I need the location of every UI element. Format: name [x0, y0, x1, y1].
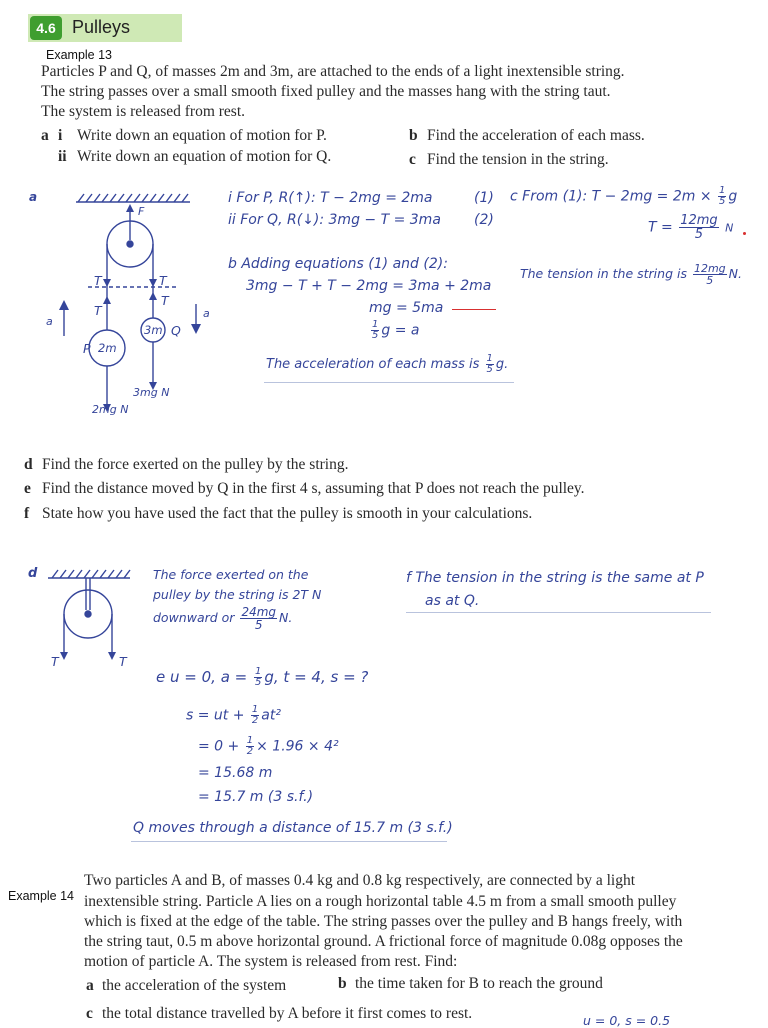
fraction-den: 5: [486, 364, 493, 375]
solution-e-line-1: [156, 667, 368, 688]
fraction-num: 1: [372, 319, 379, 330]
part-d-label: d: [24, 456, 33, 473]
fraction: [679, 214, 718, 241]
solution-b-line-3: [369, 320, 419, 341]
solution-b-answer: [266, 354, 508, 375]
solution-c-line-1: [510, 186, 737, 207]
tension-arrowhead: [149, 279, 157, 287]
solution-e-line-4: = 15.68 m: [198, 765, 273, 781]
solution-f-line-2: as at Q.: [425, 593, 480, 609]
tension-arrowhead: [149, 292, 157, 300]
solution-a-label: a: [29, 190, 38, 204]
ceiling-hatching: [78, 194, 188, 202]
fraction: [246, 736, 254, 757]
solution-c-line-2-prefix: T =: [648, 219, 673, 236]
pulley-axle: [127, 241, 133, 247]
diagram-label-T: T: [94, 303, 102, 318]
example-13-label: Example 13: [46, 48, 113, 62]
tension-arrowhead: [103, 296, 111, 304]
fraction-den: 5: [255, 677, 262, 688]
solution-c-line-1-prefix: c From (1): T − 2mg = 2m ×: [510, 188, 712, 205]
solution-a-line-ii: ii For Q, R(↓): 3mg − T = 3ma: [228, 212, 441, 228]
solution-e-answer: Q moves through a distance of 15.7 m (3 s.f.): [133, 820, 453, 836]
part-e-text: Find the distance moved by Q in the first 4 s, assuming that P does not reach the pulley.: [42, 480, 585, 497]
part-c-text: Find the tension in the string.: [427, 151, 609, 168]
fraction: [240, 606, 277, 631]
fraction: [486, 354, 494, 375]
tension-arrowhead: [108, 652, 116, 660]
ex14-part-c-text: the total distance travelled by A before it first comes to rest.: [102, 1005, 473, 1022]
part-f-label: f: [24, 505, 30, 522]
solution-d-line-3-prefix: downward or: [153, 610, 235, 625]
fraction-den: 5: [254, 618, 263, 632]
accel-down-arrowhead: [191, 324, 201, 334]
solution-d-line-3: [153, 606, 292, 631]
ceiling-hatching: [52, 570, 130, 578]
solution-c-answer-prefix: The tension in the string is: [520, 266, 687, 281]
example-14-text-line: the string taut, 0.5 m above horizontal ground. A frictional force of magnitude 0.08g opposes the: [84, 933, 683, 950]
solution-e-line-1-prefix: e u = 0, a =: [156, 668, 248, 686]
section-title: Pulleys: [72, 17, 131, 37]
fraction-num: 1: [255, 666, 262, 677]
diagram-label-a: a: [203, 307, 210, 320]
part-c-label: c: [409, 151, 416, 168]
part-aii-text: Write down an equation of motion for Q.: [77, 148, 332, 165]
ex14-partial-working: u = 0, s = 0.5: [583, 1013, 671, 1028]
fraction: [718, 186, 726, 207]
red-dot: [743, 232, 746, 235]
accel-up-arrowhead: [59, 300, 69, 310]
fraction-num: 1: [246, 735, 254, 746]
example-14-text-line: which is fixed at the edge of the table. The string passes over the pulley and B hangs freely, with: [84, 913, 683, 930]
solution-b-line-1: 3mg − T + T − 2mg = 3ma + 2ma: [246, 278, 492, 294]
fraction-den: 5: [719, 196, 726, 207]
solution-c-line-1-suffix: g: [728, 188, 738, 205]
fraction: [693, 263, 727, 286]
fraction-num: 1: [486, 353, 493, 364]
solution-d-label: d: [28, 566, 38, 581]
solution-c-line-2-suffix: N: [725, 221, 734, 235]
solution-e-line-2: [186, 705, 281, 726]
answer-underline: [264, 382, 514, 383]
part-b-label: b: [409, 127, 418, 144]
part-ai-text: Write down an equation of motion for P.: [77, 127, 327, 144]
solution-b-line-3-text: g = a: [381, 322, 420, 339]
equation-ref-2: (2): [474, 212, 494, 228]
fraction: [251, 705, 259, 726]
red-annotation-line: [452, 309, 496, 310]
fraction: [254, 667, 262, 688]
diagram-label-weight-Q: 3mg N: [133, 386, 170, 399]
example-13-text-line: Particles P and Q, of masses 2m and 3m, are attached to the ends of a light inextensible string.: [41, 63, 625, 80]
tension-arrowhead: [103, 279, 111, 287]
solution-e-line-3-suffix: × 1.96 × 4²: [256, 738, 339, 755]
solution-e-line-2-prefix: s = ut +: [186, 707, 245, 724]
diagram-label-T: T: [119, 654, 127, 669]
fraction-num: 1: [251, 704, 259, 715]
pulley-axle: [85, 611, 91, 617]
part-e-label: e: [24, 480, 31, 497]
part-d-text: Find the force exerted on the pulley by the string.: [42, 456, 349, 473]
ex14-part-b-text: the time taken for B to reach the ground: [355, 975, 603, 992]
solution-c-answer: [520, 263, 742, 286]
answer-underline: [406, 612, 711, 613]
solution-b-answer-prefix: The acceleration of each mass is: [266, 357, 480, 372]
example-14-text-line: inextensible string. Particle A lies on a rough horizontal table 4.5 m from a small smooth pulley: [84, 893, 677, 910]
solution-c-answer-suffix: N.: [728, 266, 742, 281]
fraction-den: 5: [694, 227, 704, 242]
diagram-label-T: T: [51, 654, 59, 669]
example-14-label: Example 14: [8, 889, 75, 903]
ex14-part-b-label: b: [338, 975, 347, 992]
solution-b-line-2: mg = 5ma: [369, 300, 444, 316]
example-14-text-line: motion of particle A. The system is released from rest. Find:: [84, 953, 458, 970]
solution-e-line-3-prefix: = 0 +: [198, 738, 240, 755]
example-13-text-line: The system is released from rest.: [41, 103, 246, 120]
solution-e-line-1-suffix: g, t = 4, s = ?: [264, 668, 369, 686]
ex14-part-a-label: a: [86, 977, 94, 994]
diagram-label-T: T: [94, 273, 102, 288]
solution-a-line-i: i For P, R(↑): T − 2mg = 2ma: [228, 190, 433, 206]
example-14-text-line: Two particles A and B, of masses 0.4 kg and 0.8 kg respectively, are connected by a light: [84, 872, 636, 889]
ex14-part-c-label: c: [86, 1005, 93, 1022]
part-a-label: a: [41, 127, 49, 144]
ex14-part-a-text: the acceleration of the system: [102, 977, 287, 994]
fraction-den: 2: [251, 715, 259, 726]
fraction: [371, 320, 379, 341]
part-f-text: State how you have used the fact that the pulley is smooth in your calculations.: [42, 505, 533, 522]
diagram-label-Q-mass: 3m: [144, 323, 163, 337]
fraction-den: 2: [246, 746, 254, 757]
part-aii-label: ii: [58, 148, 67, 165]
fraction-den: 5: [372, 330, 379, 341]
diagram-label-T: T: [161, 293, 169, 308]
solution-e-line-5: = 15.7 m (3 s.f.): [198, 789, 314, 805]
tension-arrowhead: [60, 652, 68, 660]
section-number-badge: 4.6: [30, 16, 62, 40]
diagram-label-P: P: [83, 341, 91, 356]
diagram-label-a: a: [46, 315, 53, 328]
solution-d-line-3-suffix: N.: [279, 610, 293, 625]
solution-b-answer-suffix: g.: [495, 357, 509, 372]
force-F-arrowhead: [126, 204, 134, 212]
solution-c-line-2: [648, 214, 733, 241]
equation-ref-1: (1): [474, 190, 494, 206]
solution-e-line-2-suffix: at²: [261, 707, 281, 724]
fraction-num: 24mg: [241, 605, 277, 619]
solution-d-line-2: pulley by the string is 2T N: [153, 587, 322, 602]
diagram-label-P-mass: 2m: [98, 341, 117, 355]
answer-underline: [131, 841, 447, 842]
fraction-num: 12mg: [693, 262, 726, 275]
diagram-label-F: F: [138, 205, 145, 218]
example-13-text-line: The string passes over a small smooth fixed pulley and the masses hang with the string taut.: [41, 83, 611, 100]
solution-f-line-1: f The tension in the string is the same at P: [406, 570, 704, 586]
fraction-num: 12mg: [680, 213, 718, 228]
part-ai-label: i: [58, 127, 63, 144]
fraction-num: 1: [719, 185, 726, 196]
diagram-label-weight-P: 2mg N: [92, 403, 129, 416]
diagram-label-Q: Q: [171, 323, 181, 338]
part-b-text: Find the acceleration of each mass.: [427, 127, 645, 144]
fraction-den: 5: [706, 274, 714, 287]
solution-e-line-3: [198, 736, 339, 757]
solution-b-heading: b Adding equations (1) and (2):: [228, 256, 448, 272]
diagram-label-T: T: [159, 273, 167, 288]
solution-d-line-1: The force exerted on the: [153, 567, 309, 582]
